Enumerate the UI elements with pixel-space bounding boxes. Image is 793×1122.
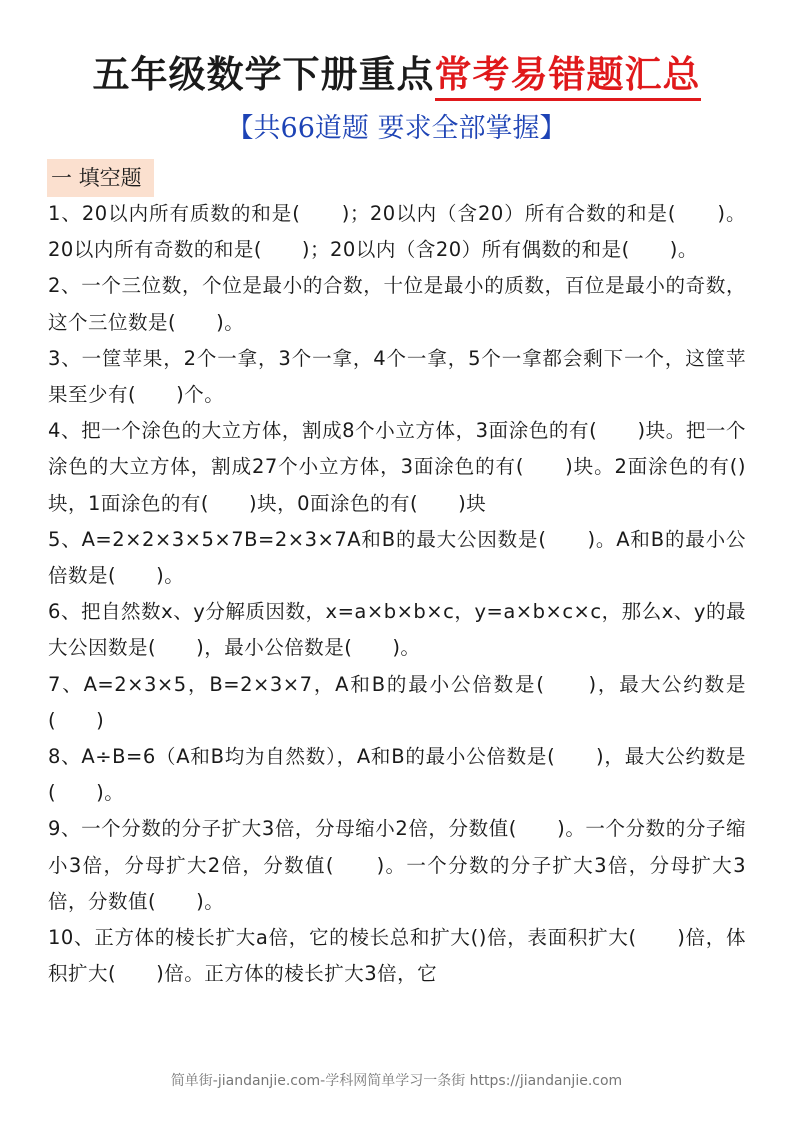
question-7: 7、A=2×3×5，B=2×3×7，A和B的最小公倍数是( )，最大公约数是( ) xyxy=(48,672,746,732)
question-1: 1、20以内所有质数的和是( )；20以内（含20）所有合数的和是( )。20以内所有奇数的和是( )；20以内（含20）所有偶数的和是( )。 xyxy=(48,202,746,262)
question-10: 10、正方体的棱长扩大a倍，它的棱长总和扩大()倍，表面积扩大( )倍，体积扩大( )倍。正方体的棱长扩大3倍，它 xyxy=(48,926,746,986)
page-footer: 简单街-jiandanjie.com-学科网简单学习一条街 https://jiandanjie.com xyxy=(170,1073,623,1089)
question-8: 8、A÷B=6（A和B均为自然数），A和B的最小公倍数是( )，最大公约数是( )。 xyxy=(48,745,746,805)
section-heading: 一 填空题 xyxy=(47,159,154,197)
question-9: 9、一个分数的分子扩大3倍，分母缩小2倍，分数值( )。一个分数的分子缩小3倍，分母扩大2倍，分数值( )。一个分数的分子扩大3倍，分母扩大3倍，分数值( )。 xyxy=(48,817,746,913)
page-subtitle: 【共66道题 要求全部掌握】 xyxy=(226,113,567,144)
question-5: 5、A=2×2×3×5×7B=2×3×7A和B的最大公因数是( )。A和B的最小公倍数是( )。 xyxy=(48,527,746,588)
question-list xyxy=(48,196,746,992)
question-6: 6、把自然数x、y分解质因数，x=a×b×b×c，y=a×b×c×c，那么x、y的最大公因数是( )，最小公倍数是( )。 xyxy=(48,600,746,660)
title-main: 五年级数学下册重点 xyxy=(92,52,435,96)
question-4: 4、把一个涂色的大立方体，割成8个小立方体，3面涂色的有( )块。把一个涂色的大立方体，割成27个小立方体，3面涂色的有( )块。2面涂色的有()块，1面涂色的有( )块，0面涂色的有( )块 xyxy=(48,419,746,515)
question-3: 3、一筐苹果，2个一拿，3个一拿，4个一拿，5个一拿都会剩下一个，这筐苹果至少有( )个。 xyxy=(48,346,746,407)
title-highlight: 常考易错题汇总 xyxy=(435,52,701,101)
question-2: 2、一个三位数，个位是最小的合数，十位是最小的质数，百位是最小的奇数，这个三位数是( )。 xyxy=(48,274,746,334)
page-title xyxy=(0,44,793,98)
